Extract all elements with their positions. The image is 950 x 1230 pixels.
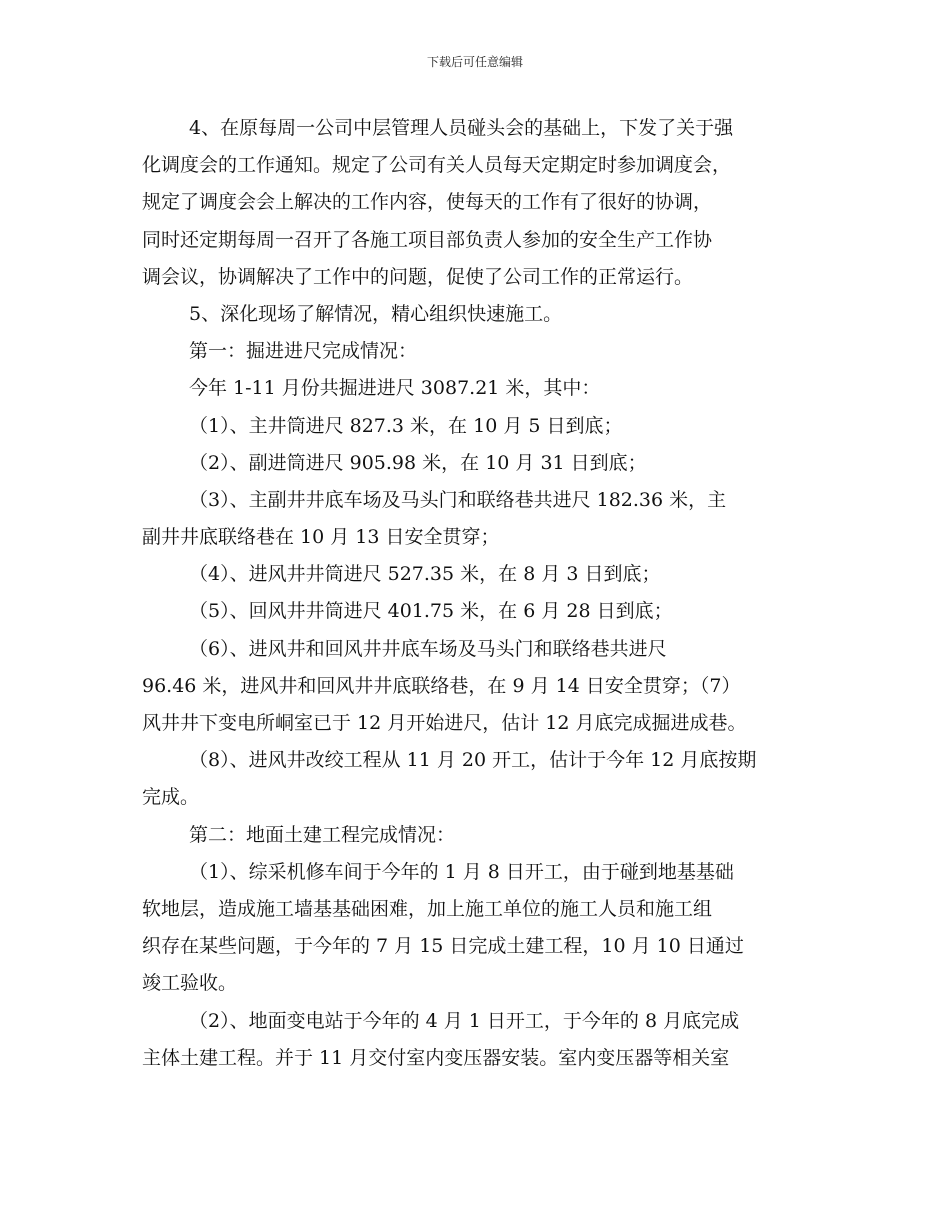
text-line: （1）、主井筒进尺 827.3 米，在 10 月 5 日到底； <box>189 414 623 437</box>
text-line: 第一：掘进进尺完成情况： <box>189 340 418 363</box>
text-line: 规定了调度会会上解决的工作内容，使每天的工作有了很好的协调， <box>142 191 713 214</box>
text-line: （3）、主副井井底车场及马头门和联络巷共进尺 182.36 米，主 <box>189 488 727 511</box>
text-line: 5、深化现场了解情况，精心组织快速施工。 <box>189 302 563 325</box>
text-line: 软地层，造成施工墙基基础困难，加上施工单位的施工人员和施工组 <box>142 897 713 920</box>
text-line: 同时还定期每周一召开了各施工项目部负责人参加的安全生产工作协 <box>142 228 713 251</box>
text-line: （2）、地面变电站于今年的 4 月 1 日开工，于今年的 8 月底完成 <box>189 1009 740 1032</box>
text-line: 第二：地面土建工程完成情况： <box>189 823 456 846</box>
text-line: （8）、进风井改绞工程从 11 月 20 开工，估计于今年 12 月底按期 <box>189 749 757 772</box>
text-line: 竣工验收。 <box>142 972 238 995</box>
text-line: （2）、副进筒进尺 905.98 米，在 10 月 31 日到底； <box>189 451 647 474</box>
page-header: 下载后可任意编辑 <box>426 55 523 69</box>
text-line: 副井井底联络巷在 10 月 13 日安全贯穿； <box>142 526 500 549</box>
text-line: 化调度会的工作通知。规定了公司有关人员每天定期定时参加调度会， <box>142 154 732 177</box>
document-body <box>142 110 814 1077</box>
text-line: （1）、综采机修车间于今年的 1 月 8 日开工，由于碰到地基基础 <box>189 860 734 883</box>
text-line: （6）、进风井和回风井井底车场及马头门和联络巷共进尺 <box>189 637 667 660</box>
text-line: 今年 1-11 月份共掘进进尺 3087.21 米，其中： <box>189 377 601 400</box>
text-line: 4、在原每周一公司中层管理人员碰头会的基础上，下发了关于强 <box>189 117 734 139</box>
text-line: 完成。 <box>142 786 200 809</box>
text-line: 主体土建工程。并于 11 月交付室内变压器安装。室内变压器等相关室 <box>142 1046 730 1069</box>
text-line: 96.46 米，进风井和回风井井底联络巷，在 9 月 14 日安全贯穿；（7） <box>142 674 741 697</box>
text-line: （4）、进风井井筒进尺 527.35 米，在 8 月 3 日到底； <box>189 563 661 586</box>
text-line: 织存在某些问题，于今年的 7 月 15 日完成土建工程，10 月 10 日通过 <box>142 935 744 958</box>
text-line: 风井井下变电所峒室已于 12 月开始进尺，估计 12 月底完成掘进成巷。 <box>142 712 747 734</box>
text-line: （5）、回风井井筒进尺 401.75 米，在 6 月 28 日到底； <box>189 600 673 623</box>
text-line: 调会议，协调解决了工作中的问题，促使了公司工作的正常运行。 <box>142 265 694 288</box>
